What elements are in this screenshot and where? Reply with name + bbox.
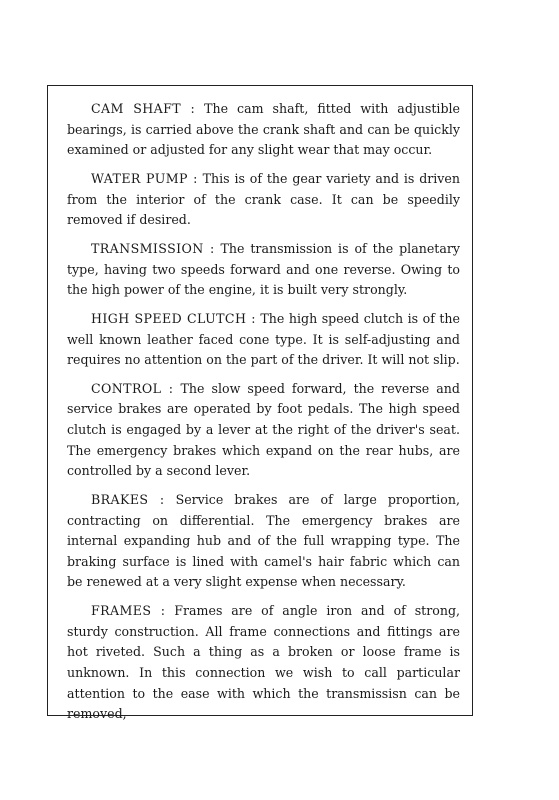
paragraph-cam-shaft — [67, 99, 460, 161]
body-high-speed-clutch: The high speed clutch is of the well known leather faced cone type. It is self-adjusting and requires no attention on the part of the driver. It will not slip. — [67, 310, 460, 368]
heading-high-speed-clutch: HIGH SPEED CLUTCH : — [91, 310, 256, 326]
heading-transmission: TRANSMISSION : — [91, 240, 215, 256]
paragraph-brakes — [67, 490, 460, 593]
document-text — [67, 99, 460, 733]
paragraph-water-pump — [67, 169, 460, 231]
body-control: The slow speed forward, the reverse and service brakes are operated by foot pedals. The high speed clutch is engaged by a lever at the right of the driver's seat. The emergency brakes which expand on the rear hubs, are controlled by a second lever. — [67, 380, 460, 479]
heading-cam-shaft: CAM SHAFT : — [91, 101, 196, 116]
body-brakes: Service brakes are of large proportion, contracting on differential. The emergency brakes are internal expanding hub and of the full wrapping type. The braking surface is lined with camel's hair fabric which can be renewed at a very slight expense when necessary. — [67, 492, 460, 590]
paragraph-transmission — [67, 239, 460, 301]
body-cam-shaft: The cam shaft, fitted with adjustible bearings, is carried above the crank shaft and can be quickly examined or adjusted for any slight wear that may occur. — [67, 101, 460, 158]
paragraph-frames — [67, 601, 460, 725]
body-frames: Frames are of angle iron and of strong, sturdy construction. All frame connections and fittings are hot riveted. Such a thing as a broken or loose frame is unknown. In this connection we wish to call particular attention to the ease with which the transmissisn can be removed, — [67, 603, 461, 722]
heading-brakes: BRAKES : — [91, 492, 165, 508]
body-transmission: The transmission is of the planetary type, having two speeds forward and one reverse. Owing to the high power of the engine, it is built very strongly. — [67, 240, 460, 298]
paragraph-control — [67, 379, 460, 482]
paragraph-high-speed-clutch — [67, 309, 460, 371]
heading-frames: FRAMES : — [91, 603, 166, 619]
heading-control: CONTROL : — [91, 380, 174, 396]
body-water-pump: This is of the gear variety and is driven from the interior of the crank case. It can be speedily removed if desired. — [67, 170, 460, 228]
heading-water-pump: WATER PUMP : — [91, 170, 198, 186]
